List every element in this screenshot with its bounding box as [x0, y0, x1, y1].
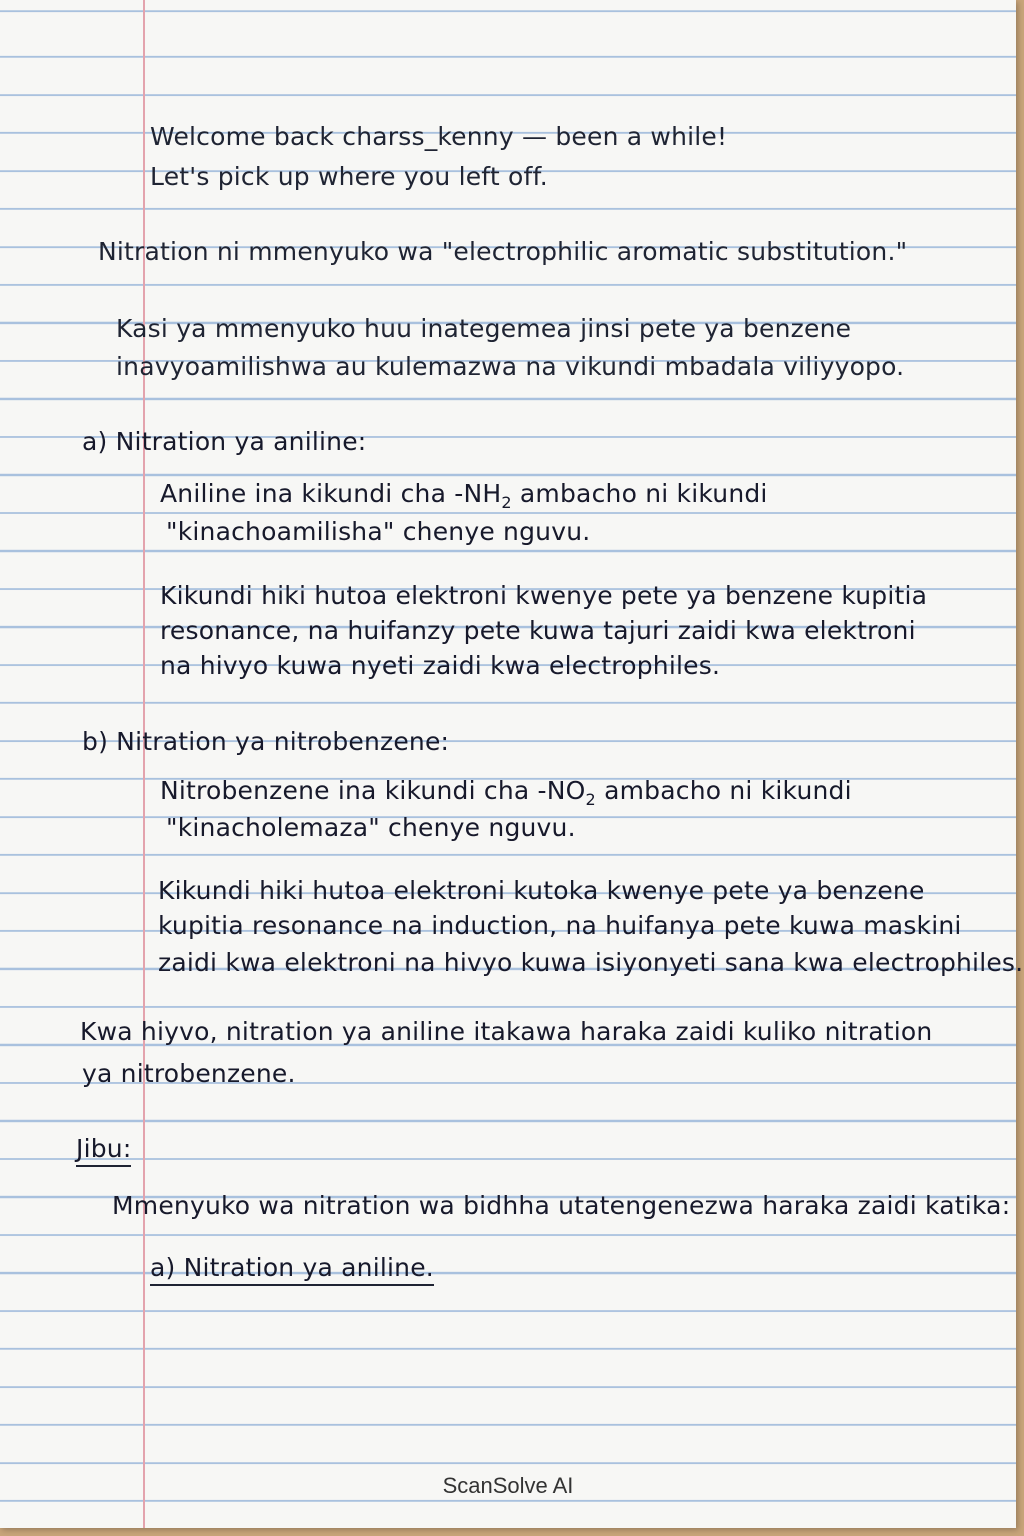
part-a-p2-line-2: resonance, na huifanzy pete kuwa tajuri zaidi kwa elektroni [160, 616, 916, 645]
part-b-p1-line-1: Nitrobenzene ina kikundi cha $-NO_2$ ambacho ni kikundi [160, 776, 852, 809]
margin-line [143, 0, 145, 1528]
part-a-heading: a) Nitration ya aniline: [82, 427, 367, 456]
part-a-p1-line-2: "kinachoamilisha" chenye nguvu. [166, 517, 591, 546]
answer-line: Mmenyuko wa nitration wa bidhha utatengenezwa haraka zaidi katika: [112, 1191, 1011, 1220]
part-b-heading: b) Nitration ya nitrobenzene: [82, 727, 450, 756]
conclusion-line-2: ya nitrobenzene. [82, 1059, 296, 1088]
part-b-p1-line-2: "kinacholemaza" chenye nguvu. [166, 813, 576, 842]
rate-note-line-2: inavyoamilishwa au kulemazwa na vikundi mbadala viliyyopo. [116, 352, 905, 381]
greeting-line-1: Welcome back charss_kenny — been a while! [150, 122, 728, 151]
intro-text: Nitration ni mmenyuko wa "electrophilic aromatic substitution." [98, 237, 908, 266]
part-a-p2-line-3: na hivyo kuwa nyeti zaidi kwa electrophiles. [160, 651, 721, 680]
part-b-p2-line-3: zaidi kwa elektroni na hivyo kuwa isiyonyeti sana kwa electrophiles. [158, 948, 1024, 977]
answer-choice: a) Nitration ya aniline. [150, 1250, 434, 1286]
part-a-p1-line-1: Aniline ina kikundi cha $-NH_2$ ambacho ni kikundi [160, 479, 768, 512]
footer-brand: ScanSolve AI [442, 1473, 574, 1498]
greeting-line-2: Let's pick up where you left off. [150, 162, 548, 191]
rate-note-line-1: Kasi ya mmenyuko huu inategemea jinsi pete ya benzene [116, 314, 852, 343]
conclusion-line-1: Kwa hiyvo, nitration ya aniline itakawa haraka zaidi kuliko nitration [80, 1017, 933, 1046]
part-b-p2-line-1: Kikundi hiki hutoa elektroni kutoka kwenye pete ya benzene [158, 876, 925, 905]
part-b-p2-line-2: kupitia resonance na induction, na huifanya pete kuwa maskini [158, 911, 962, 940]
answer-label: Jibu: [76, 1131, 131, 1167]
part-a-p2-line-1: Kikundi hiki hutoa elektroni kwenye pete ya benzene kupitia [160, 581, 928, 610]
